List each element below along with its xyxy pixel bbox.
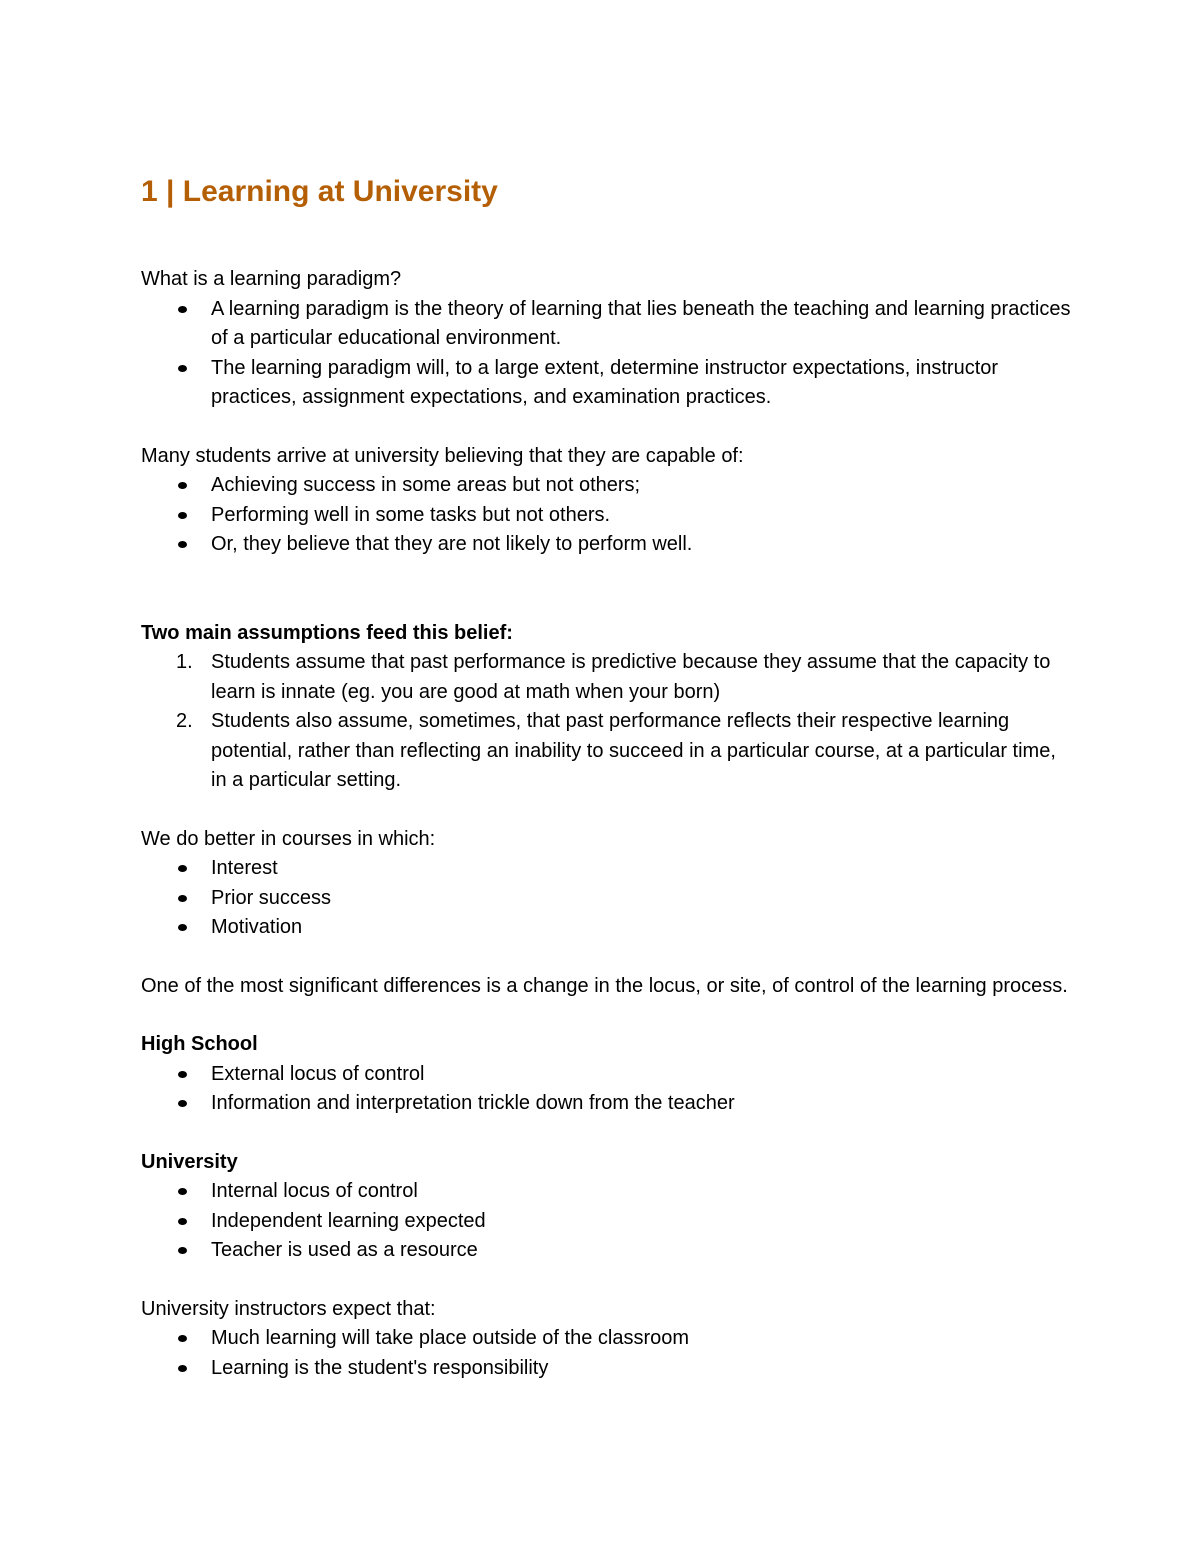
list-number: 1. bbox=[176, 651, 193, 673]
list-item: External locus of control bbox=[141, 1060, 1071, 1090]
list-item: Learning is the student's responsibility bbox=[141, 1354, 1071, 1384]
list-item: Much learning will take place outside of the classroom bbox=[141, 1324, 1071, 1354]
section-heading-university: University bbox=[141, 1150, 238, 1173]
list-item: Teacher is used as a resource bbox=[141, 1236, 1071, 1266]
list-item: Performing well in some tasks but not others. bbox=[141, 501, 1071, 531]
list-item: Information and interpretation trickle down from the teacher bbox=[141, 1089, 1071, 1119]
list-item: Prior success bbox=[141, 884, 1071, 914]
bullet-list-learning-paradigm bbox=[141, 295, 1071, 413]
numbered-list-assumptions bbox=[141, 648, 1071, 796]
list-item-text: Students also assume, sometimes, that past performance reflects their respective learning potential, rather than reflecting an inability to succeed in a particular course, at a particular time, in a particular setting. bbox=[211, 710, 1056, 791]
bullet-list-university bbox=[141, 1177, 1071, 1266]
list-number: 2. bbox=[176, 710, 193, 732]
list-item: Independent learning expected bbox=[141, 1207, 1071, 1237]
list-item: A learning paradigm is the theory of learning that lies beneath the teaching and learning practices of a particular educational environment. bbox=[141, 295, 1071, 354]
page-title: 1 | Learning at University bbox=[141, 175, 498, 208]
section-heading-learning-paradigm: What is a learning paradigm? bbox=[141, 268, 402, 290]
paragraph-locus-of-control: One of the most significant differences is a change in the locus, or site, of control of the learning process. bbox=[141, 974, 1068, 997]
list-item bbox=[141, 648, 1071, 707]
bullet-list-do-better bbox=[141, 854, 1071, 943]
list-item: The learning paradigm will, to a large extent, determine instructor expectations, instructor practices, assignment expectations, and examination practices. bbox=[141, 354, 1071, 413]
list-item: Or, they believe that they are not likely to perform well. bbox=[141, 530, 1071, 560]
list-item: Motivation bbox=[141, 913, 1071, 943]
bullet-list-students-believe bbox=[141, 471, 1071, 560]
list-item: Interest bbox=[141, 854, 1071, 884]
bullet-list-instructors-expect bbox=[141, 1324, 1071, 1383]
section-heading-instructors-expect: University instructors expect that: bbox=[141, 1297, 436, 1320]
bullet-list-high-school bbox=[141, 1060, 1071, 1119]
list-item-text: Students assume that past performance is predictive because they assume that the capacity to learn is innate (eg. you are good at math when your born) bbox=[211, 651, 1051, 703]
section-heading-high-school: High School bbox=[141, 1033, 258, 1055]
document-page bbox=[141, 170, 1071, 1383]
section-heading-assumptions: Two main assumptions feed this belief: bbox=[141, 621, 513, 644]
section-heading-do-better: We do better in courses in which: bbox=[141, 827, 436, 850]
list-item bbox=[141, 707, 1071, 796]
list-item: Internal locus of control bbox=[141, 1177, 1071, 1207]
section-heading-students-believe: Many students arrive at university believing that they are capable of: bbox=[141, 444, 744, 467]
list-item: Achieving success in some areas but not others; bbox=[141, 471, 1071, 501]
